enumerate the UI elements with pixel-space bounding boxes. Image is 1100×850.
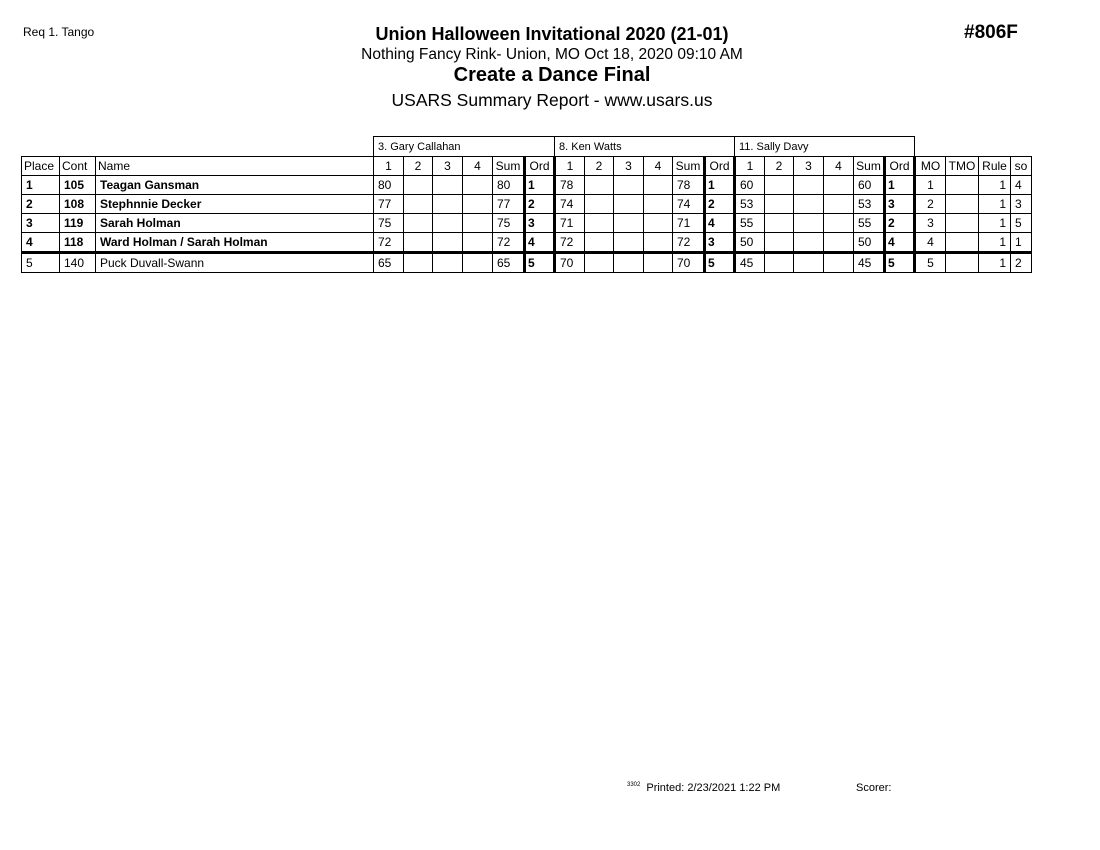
col-mark-3: 3 xyxy=(614,157,644,176)
ord-cell: 5 xyxy=(525,253,555,273)
mark-cell xyxy=(794,195,824,214)
ord-cell: 3 xyxy=(885,195,915,214)
judge-name: 8. Ken Watts xyxy=(555,137,735,157)
mark-cell xyxy=(404,233,433,253)
ord-cell: 1 xyxy=(525,176,555,195)
mark-cell: 72 xyxy=(555,233,585,253)
table-row xyxy=(22,233,1032,253)
place-cell: 4 xyxy=(22,233,60,253)
ord-cell: 2 xyxy=(525,195,555,214)
mark-cell xyxy=(585,214,614,233)
mark-cell xyxy=(794,253,824,273)
mark-cell xyxy=(765,253,794,273)
ord-cell: 2 xyxy=(885,214,915,233)
mark-cell xyxy=(585,195,614,214)
mark-cell xyxy=(404,176,433,195)
mark-cell xyxy=(433,195,463,214)
ord-cell: 1 xyxy=(885,176,915,195)
sum-cell: 72 xyxy=(673,233,705,253)
sum-cell: 50 xyxy=(854,233,885,253)
mark-cell: 77 xyxy=(374,195,404,214)
name-cell: Ward Holman / Sarah Holman xyxy=(96,233,374,253)
mark-cell xyxy=(463,214,493,233)
col-ord: Ord xyxy=(885,157,915,176)
mark-cell xyxy=(463,253,493,273)
col-mark-4: 4 xyxy=(463,157,493,176)
mark-cell xyxy=(463,195,493,214)
col-mark-2: 2 xyxy=(585,157,614,176)
mark-cell: 80 xyxy=(374,176,404,195)
table-row xyxy=(22,214,1032,233)
sum-cell: 78 xyxy=(673,176,705,195)
col-mark-3: 3 xyxy=(433,157,463,176)
mark-cell: 71 xyxy=(555,214,585,233)
name-cell: Sarah Holman xyxy=(96,214,374,233)
mark-cell xyxy=(614,176,644,195)
footer-mark: 3302 xyxy=(627,782,641,788)
so-cell: 3 xyxy=(1011,195,1032,214)
rule-cell: 1 xyxy=(979,253,1011,273)
ord-cell: 3 xyxy=(705,233,735,253)
column-header-row xyxy=(22,157,1032,176)
cont-cell: 105 xyxy=(60,176,96,195)
mark-cell xyxy=(463,176,493,195)
col-mark-1: 1 xyxy=(555,157,585,176)
mark-cell: 72 xyxy=(374,233,404,253)
ord-cell: 5 xyxy=(705,253,735,273)
mark-cell: 55 xyxy=(735,214,765,233)
col-mark-2: 2 xyxy=(765,157,794,176)
mark-cell xyxy=(794,214,824,233)
sum-cell: 45 xyxy=(854,253,885,273)
judge-header-row xyxy=(22,137,1032,157)
sum-cell: 75 xyxy=(493,214,525,233)
mark-cell xyxy=(824,253,854,273)
mark-cell xyxy=(765,233,794,253)
sum-cell: 65 xyxy=(493,253,525,273)
mark-cell: 74 xyxy=(555,195,585,214)
col-ord: Ord xyxy=(525,157,555,176)
col-tmo: TMO xyxy=(946,157,979,176)
mark-cell xyxy=(824,214,854,233)
tmo-cell xyxy=(946,253,979,273)
mark-cell xyxy=(614,253,644,273)
mark-cell: 70 xyxy=(555,253,585,273)
mark-cell xyxy=(765,214,794,233)
printed-date: Printed: 2/23/2021 1:22 PM xyxy=(646,782,781,794)
sum-cell: 55 xyxy=(854,214,885,233)
report-title: USARS Summary Report - www.usars.us xyxy=(391,90,713,110)
col-so: so xyxy=(1011,157,1032,176)
mark-cell: 45 xyxy=(735,253,765,273)
col-place: Place xyxy=(22,157,60,176)
tmo-cell xyxy=(946,214,979,233)
mark-cell xyxy=(614,195,644,214)
mark-cell xyxy=(644,195,673,214)
col-mark-3: 3 xyxy=(794,157,824,176)
ord-cell: 5 xyxy=(885,253,915,273)
cont-cell: 108 xyxy=(60,195,96,214)
col-mo: MO xyxy=(915,157,946,176)
so-cell: 2 xyxy=(1011,253,1032,273)
mark-cell xyxy=(585,176,614,195)
col-mark-4: 4 xyxy=(824,157,854,176)
col-rule: Rule xyxy=(979,157,1011,176)
mark-cell xyxy=(404,253,433,273)
mark-cell xyxy=(463,233,493,253)
ord-cell: 4 xyxy=(705,214,735,233)
mark-cell xyxy=(614,214,644,233)
rule-cell: 1 xyxy=(979,176,1011,195)
mark-cell xyxy=(824,233,854,253)
mark-cell xyxy=(644,214,673,233)
place-cell: 3 xyxy=(22,214,60,233)
rule-cell: 1 xyxy=(979,195,1011,214)
results-table xyxy=(21,136,1032,273)
mark-cell: 78 xyxy=(555,176,585,195)
ord-cell: 4 xyxy=(525,233,555,253)
mark-cell xyxy=(765,195,794,214)
event-name: Create a Dance Final xyxy=(453,64,651,86)
col-sum: Sum xyxy=(493,157,525,176)
name-cell: Puck Duvall-Swann xyxy=(96,253,374,273)
cont-cell: 119 xyxy=(60,214,96,233)
place-cell: 2 xyxy=(22,195,60,214)
mark-cell xyxy=(404,214,433,233)
col-sum: Sum xyxy=(673,157,705,176)
mark-cell xyxy=(644,233,673,253)
col-mark-1: 1 xyxy=(735,157,765,176)
mo-cell: 3 xyxy=(915,214,946,233)
sum-cell: 80 xyxy=(493,176,525,195)
rule-cell: 1 xyxy=(979,214,1011,233)
tmo-cell xyxy=(946,233,979,253)
col-sum: Sum xyxy=(854,157,885,176)
venue-date: Nothing Fancy Rink- Union, MO Oct 18, 2020 09:10 AM xyxy=(361,46,743,63)
judge-name: 3. Gary Callahan xyxy=(374,137,555,157)
col-name: Name xyxy=(96,157,374,176)
mark-cell xyxy=(585,233,614,253)
mark-cell: 60 xyxy=(735,176,765,195)
tmo-cell xyxy=(946,195,979,214)
mark-cell xyxy=(585,253,614,273)
col-mark-2: 2 xyxy=(404,157,433,176)
sum-cell: 70 xyxy=(673,253,705,273)
mark-cell xyxy=(824,176,854,195)
mo-cell: 1 xyxy=(915,176,946,195)
mark-cell xyxy=(433,253,463,273)
mark-cell xyxy=(794,233,824,253)
so-cell: 5 xyxy=(1011,214,1032,233)
tmo-cell xyxy=(946,176,979,195)
sum-cell: 71 xyxy=(673,214,705,233)
name-cell: Teagan Gansman xyxy=(96,176,374,195)
mark-cell: 53 xyxy=(735,195,765,214)
mark-cell xyxy=(433,176,463,195)
place-cell: 1 xyxy=(22,176,60,195)
table-row xyxy=(22,195,1032,214)
col-mark-1: 1 xyxy=(374,157,404,176)
rule-cell: 1 xyxy=(979,233,1011,253)
event-code: #806F xyxy=(964,22,1018,43)
so-cell: 1 xyxy=(1011,233,1032,253)
scorer-label: Scorer: xyxy=(856,782,892,794)
sum-cell: 74 xyxy=(673,195,705,214)
col-cont: Cont xyxy=(60,157,96,176)
mark-cell xyxy=(404,195,433,214)
ord-cell: 2 xyxy=(705,195,735,214)
judge-name: 11. Sally Davy xyxy=(735,137,915,157)
mark-cell xyxy=(794,176,824,195)
so-cell: 4 xyxy=(1011,176,1032,195)
cont-cell: 118 xyxy=(60,233,96,253)
mark-cell xyxy=(433,233,463,253)
mark-cell: 65 xyxy=(374,253,404,273)
sum-cell: 77 xyxy=(493,195,525,214)
req-label: Req 1. Tango xyxy=(23,25,95,39)
table-row xyxy=(22,176,1032,195)
sum-cell: 72 xyxy=(493,233,525,253)
mark-cell xyxy=(614,233,644,253)
mark-cell xyxy=(765,176,794,195)
sum-cell: 53 xyxy=(854,195,885,214)
printed-info xyxy=(627,782,780,794)
name-cell: Stephnnie Decker xyxy=(96,195,374,214)
competition-title: Union Halloween Invitational 2020 (21-01) xyxy=(375,24,729,44)
mark-cell: 50 xyxy=(735,233,765,253)
result-rows xyxy=(22,176,1032,273)
sum-cell: 60 xyxy=(854,176,885,195)
mo-cell: 5 xyxy=(915,253,946,273)
ord-cell: 4 xyxy=(885,233,915,253)
mark-cell xyxy=(644,176,673,195)
mark-cell: 75 xyxy=(374,214,404,233)
ord-cell: 1 xyxy=(705,176,735,195)
mo-cell: 2 xyxy=(915,195,946,214)
mark-cell xyxy=(433,214,463,233)
mark-cell xyxy=(824,195,854,214)
mark-cell xyxy=(644,253,673,273)
col-mark-4: 4 xyxy=(644,157,673,176)
mo-cell: 4 xyxy=(915,233,946,253)
col-ord: Ord xyxy=(705,157,735,176)
ord-cell: 3 xyxy=(525,214,555,233)
table-row xyxy=(22,253,1032,273)
cont-cell: 140 xyxy=(60,253,96,273)
place-cell: 5 xyxy=(22,253,60,273)
